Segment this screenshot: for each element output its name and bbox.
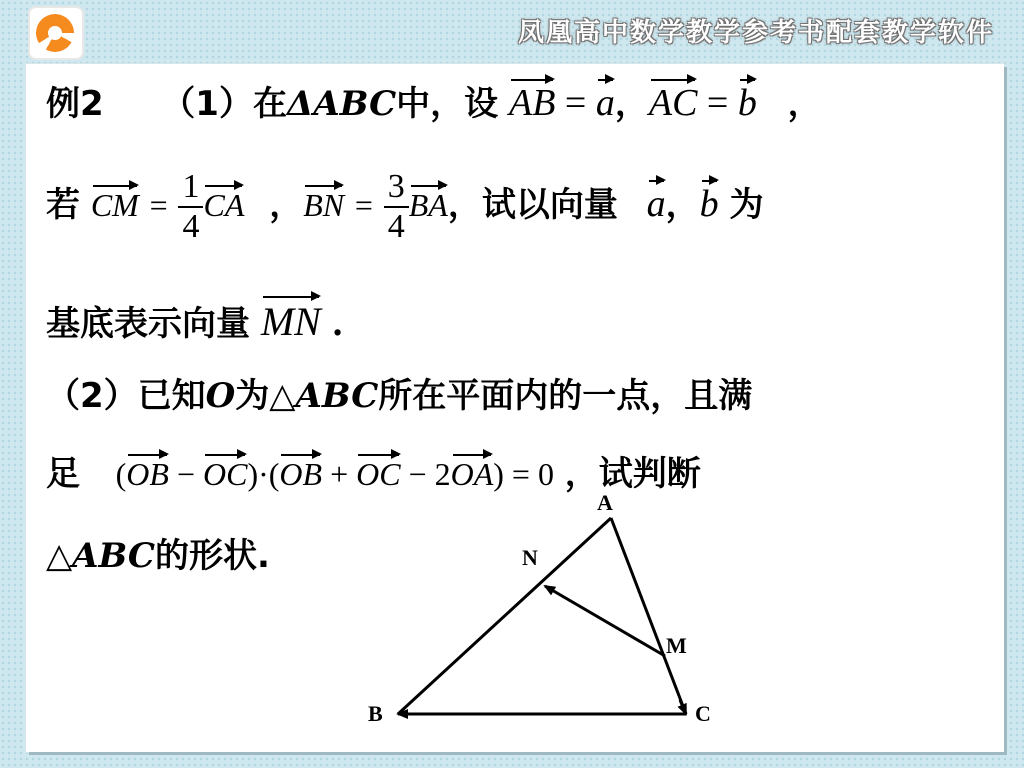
label-c: C	[695, 701, 711, 726]
zero: 0	[537, 456, 554, 492]
comma: ，	[614, 84, 649, 124]
paren-close: )	[493, 456, 504, 492]
equals-sign: =	[149, 187, 168, 223]
plus-sign: +	[330, 456, 349, 492]
text-ruo: 若	[46, 185, 80, 225]
vector-ba: BA	[408, 187, 448, 223]
vector-cm: CM	[90, 187, 139, 223]
vector-ob: OB	[279, 456, 323, 492]
vector-ob: OB	[126, 456, 169, 492]
part2-label: （2）已知	[46, 376, 206, 416]
fraction-denominator: 4	[182, 208, 200, 245]
minus-sign: −	[408, 456, 427, 492]
period: .	[331, 304, 344, 344]
comma: ，	[269, 185, 304, 225]
text-suozai: 所在平面内的一点，且满	[378, 376, 753, 416]
vector-ab: AB	[508, 82, 556, 124]
comma: ，	[787, 84, 822, 124]
fraction-numerator: 1	[178, 168, 203, 208]
text-zu: 足	[46, 454, 80, 494]
vector-ca: CA	[203, 187, 245, 223]
text-shipan: ，试判断	[564, 454, 701, 494]
paren-dot-paren: )·(	[247, 456, 280, 492]
coefficient-two: 2	[434, 456, 451, 492]
equals-sign: =	[354, 187, 373, 223]
vector-a: a	[595, 82, 615, 124]
equals-sign: =	[706, 82, 729, 124]
vector-bn: BN	[303, 187, 345, 223]
text-jidi: 基底表示向量	[46, 304, 250, 344]
triangle-abc: △ABC	[269, 376, 379, 416]
fraction-numerator: 3	[384, 168, 409, 208]
vector-mn: MN	[260, 299, 321, 344]
label-n: N	[522, 545, 538, 570]
example-label: 例2	[46, 84, 104, 124]
vector-mn-arrow	[545, 586, 665, 656]
vector-ac: AC	[648, 82, 698, 124]
side-ba	[398, 518, 611, 714]
comma: ，	[665, 185, 700, 225]
part1-label: （1）在	[161, 84, 287, 124]
triangle-abc: ΔABC	[286, 84, 397, 124]
label-m: M	[666, 633, 687, 658]
vector-a: a	[646, 183, 666, 225]
side-ac	[611, 518, 686, 714]
text-zhongshe: 中，设	[396, 84, 499, 124]
equals-sign: =	[511, 456, 530, 492]
banner-title: 凤凰高中数学教学参考书配套教学软件	[517, 18, 994, 48]
minus-sign: −	[176, 456, 195, 492]
label-b: B	[368, 701, 383, 726]
text-wei: 为	[235, 376, 270, 416]
vector-b: b	[737, 82, 757, 124]
text-shiyi: ，试以向量	[447, 185, 618, 225]
vector-oc: OC	[356, 456, 401, 492]
text-wei: 为	[729, 185, 764, 225]
equals-sign: =	[564, 82, 587, 124]
point-o: O	[205, 376, 236, 416]
triangle-abc: △ABC	[46, 536, 155, 576]
fraction-denominator: 4	[387, 208, 405, 245]
vector-oc: OC	[202, 456, 248, 492]
text-dexingzhuang: 的形状.	[154, 536, 270, 576]
paren-open: (	[115, 456, 127, 492]
vector-b: b	[699, 183, 719, 225]
label-a: A	[597, 490, 613, 515]
vector-oa: OA	[450, 456, 494, 492]
